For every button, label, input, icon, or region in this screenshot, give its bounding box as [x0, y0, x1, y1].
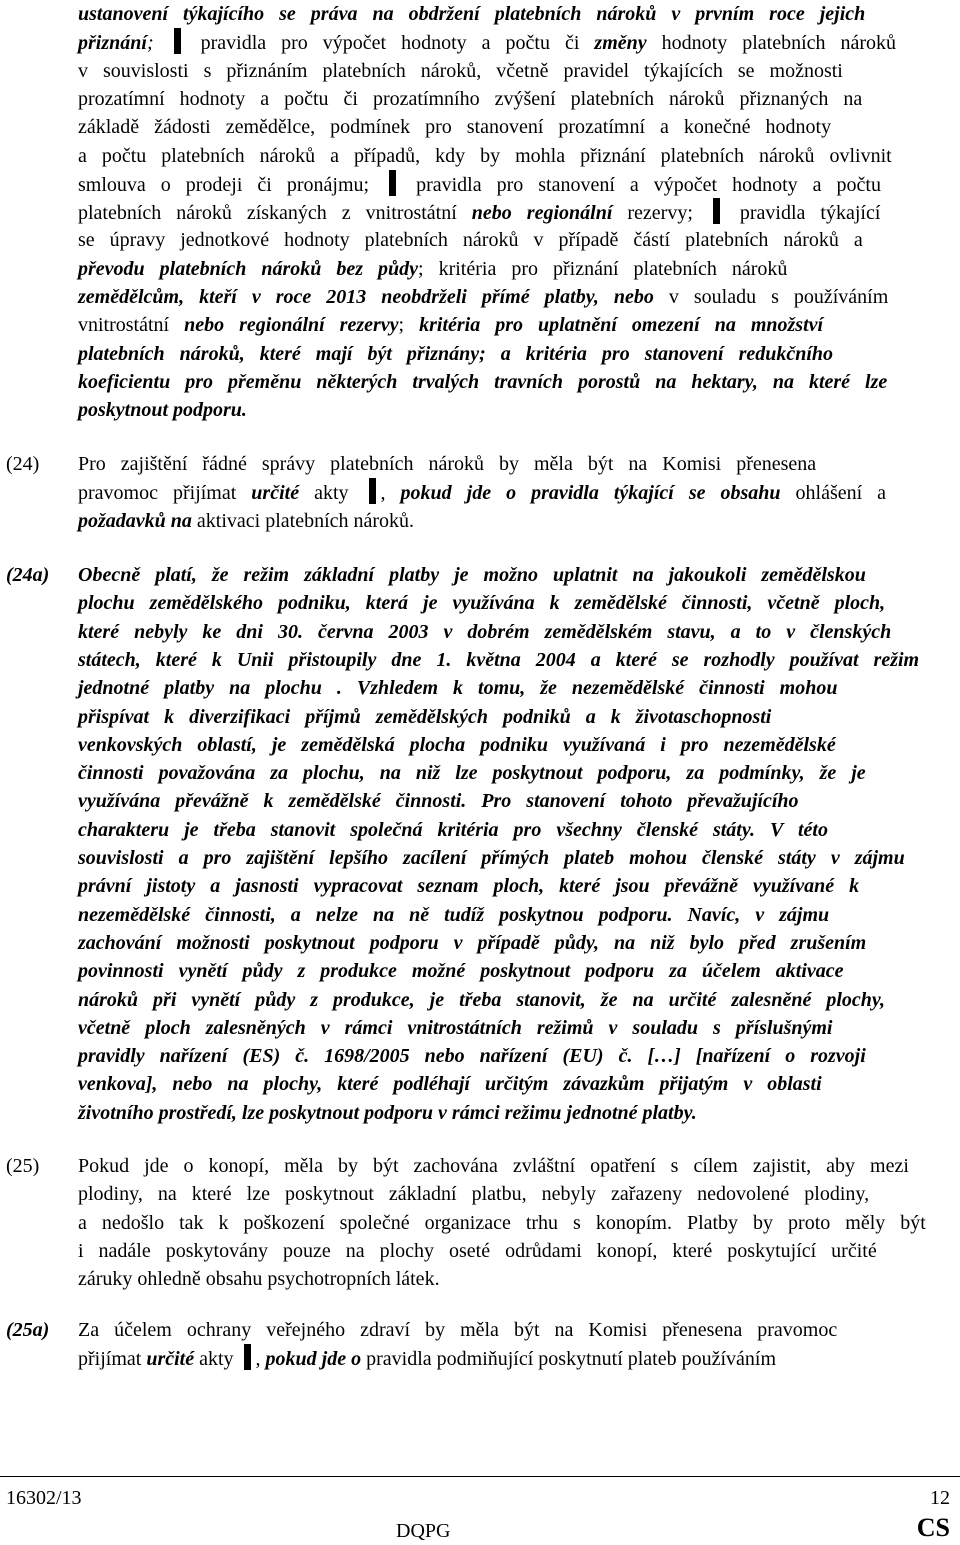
text-segment: aktivaci platebních nároků. [191, 509, 415, 532]
recital-number: (25a) [6, 1319, 50, 1341]
text-line [78, 986, 885, 1014]
text-line [78, 450, 816, 478]
text-segment: Pokud jde o konopí, měla by být zachována zvláštní opatření s cílem zajistit, aby mezi [78, 1155, 909, 1177]
text-segment: přijímat [78, 1348, 147, 1371]
text-line [78, 198, 880, 226]
text-segment: jednotné platby na plochu . Vzhledem k tomu, že nezemědělské činnosti mohou [78, 677, 838, 700]
text-segment: a nedošlo tak k poškození společné organizace trhu s konopím. Platby by proto měly být [78, 1211, 926, 1234]
text-line [78, 255, 787, 283]
text-segment: změny [594, 32, 647, 55]
text-segment: poskytnout podporu. [78, 399, 247, 422]
text-segment: ohlášení a [780, 482, 887, 505]
text-segment: pokud jde o pravidla týkající se obsahu [400, 482, 781, 505]
text-segment: požadavků na [78, 509, 192, 532]
text-segment: nebo regionální rezervy [184, 314, 399, 337]
text-segment: převodu platebních nároků bez půdy [78, 257, 419, 280]
text-line [78, 1209, 926, 1237]
text-line [78, 142, 892, 170]
change-marker-icon [389, 170, 396, 196]
text-line [78, 478, 886, 506]
text-segment: rezervy; [612, 202, 708, 225]
text-segment: záruky ohledně obsahu psychotropních látek. [78, 1268, 440, 1291]
text-segment: životního prostředí, lze poskytnout podporu v rámci režimu jednotné platby. [78, 1101, 697, 1124]
footer-department: DQPG [396, 1520, 451, 1542]
text-segment: plodiny, na které lze poskytnout základní platbu, nebyly zařazeny nedovolené plodiny, [78, 1183, 870, 1206]
text-segment: využívána převážně k zemědělské činnosti. Pro stanovení tohoto převažujícího [78, 790, 799, 813]
text-segment: státech, které k Unii přistoupily dne 1. května 2004 a které se rozhodly používat režim [78, 648, 920, 671]
text-segment: platebních nároků získaných z vnitrostátní [78, 202, 472, 225]
text-line [78, 759, 866, 787]
text-line [78, 28, 896, 56]
text-line [78, 844, 905, 872]
text-line [78, 311, 823, 339]
text-segment: v souladu s používáním [653, 286, 889, 308]
text-segment: i nadále poskytovány pouze na plochy oseté odrůdami konopí, které poskytující určité [78, 1239, 877, 1262]
footer-divider [0, 1476, 960, 1477]
text-segment: povinnosti vynětí půdy z produkce možné poskytnout podporu za účelem aktivace [78, 960, 844, 983]
text-line [78, 1152, 909, 1180]
text-segment: smlouva o prodeji či pronájmu; [78, 173, 385, 196]
text-segment: zachování možnosti poskytnout podporu v případě půdy, na niž bylo před zrušením [78, 931, 867, 954]
text-line [78, 507, 414, 535]
text-line [78, 1316, 837, 1344]
text-line [78, 113, 831, 141]
text-line [78, 1344, 776, 1372]
footer-language-code: CS [916, 1513, 950, 1542]
text-segment: venkova], nebo na plochy, které podléhají určitým závazkům přijatým v oblasti [78, 1073, 822, 1096]
text-segment: určité [146, 1348, 195, 1371]
text-segment: v souvislosti s přiznáním platebních nároků, včetně pravidel týkajících se možnosti [78, 59, 843, 82]
text-segment: pravidla podmiňující poskytnutí plateb používáním [361, 1348, 777, 1371]
text-line [78, 85, 862, 113]
text-line [78, 646, 919, 674]
text-segment: venkovských oblastí, je zemědělská plocha podniku využívaná i pro nezemědělské [78, 733, 836, 756]
text-line [78, 816, 828, 844]
change-marker-icon [369, 478, 376, 504]
text-segment: zemědělcům, kteří v roce 2013 neobdrželi přímé platby, nebo [78, 286, 654, 308]
text-segment: Pro zajištění řádné správy platebních nároků by měla být na Komisi přenesena [78, 453, 817, 475]
text-segment: prozatímní hodnoty a počtu či prozatímního zvýšení platebních nároků přiznaných na [78, 87, 863, 110]
text-line [78, 1237, 877, 1265]
text-segment: , [380, 482, 401, 505]
text-segment: pravidla pro stanovení a výpočet hodnoty a počtu [401, 173, 881, 196]
text-line [78, 618, 891, 646]
text-line [78, 731, 836, 759]
text-segment: ustanovení týkajícího se práva na obdržení platebních nároků v prvním roce jejich [78, 3, 866, 25]
text-line [78, 561, 866, 589]
text-line [78, 1180, 869, 1208]
text-segment: koeficientu pro přeměnu některých trvalých travních porostů na hektary, na které lze [78, 370, 888, 393]
text-segment: základě žádosti zemědělce, podmínek pro stanovení prozatímní a konečné hodnoty [78, 116, 832, 139]
text-line [78, 1070, 822, 1098]
text-line [78, 396, 247, 424]
text-segment: pravomoc přijímat [78, 482, 252, 505]
text-segment: činnosti považována za plochu, na niž lze poskytnout podporu, za podmínky, že je [78, 762, 866, 785]
text-segment: kritéria pro uplatnění omezení na množství [419, 314, 824, 337]
text-line [78, 1014, 833, 1042]
text-line [78, 1042, 866, 1070]
text-line [78, 1265, 440, 1293]
text-segment: pokud jde o [265, 1348, 362, 1371]
text-segment: pravidla týkající [724, 202, 881, 225]
text-line [78, 787, 799, 815]
text-line [78, 929, 866, 957]
text-segment: hodnoty platebních nároků [646, 32, 897, 55]
text-segment: včetně ploch zalesněných v rámci vnitrostátních režimů v souladu s příslušnými [78, 1016, 833, 1039]
footer-page-number: 12 [930, 1487, 950, 1509]
recital-number: (24a) [6, 564, 50, 586]
text-segment: určité [251, 482, 300, 505]
text-segment: ; kritéria pro přiznání platebních nároků [418, 257, 788, 280]
text-segment: , [255, 1348, 266, 1371]
text-line [78, 340, 833, 368]
text-line [78, 283, 888, 311]
change-marker-icon [713, 198, 720, 224]
footer-doc-number: 16302/13 [6, 1487, 82, 1509]
text-segment: ; [146, 32, 169, 55]
text-line [78, 0, 865, 28]
text-line [78, 170, 881, 198]
text-segment: nároků při vynětí půdy z produkce, je třeba stanovit, že na určité zalesněné plochy, [78, 988, 886, 1011]
text-segment: vnitrostátní [78, 314, 185, 337]
text-segment: akty [194, 1348, 239, 1371]
text-line [78, 872, 859, 900]
text-line [78, 589, 885, 617]
text-segment: které nebyly ke dni 30. června 2003 v dobrém zemědělském stavu, a to v členských [78, 620, 892, 643]
change-marker-icon [244, 1344, 251, 1370]
text-line [78, 674, 837, 702]
text-line [78, 1099, 697, 1127]
text-segment: Obecně platí, že režim základní platby je možno uplatnit na jakoukoli zemědělskou [78, 564, 866, 586]
text-segment: platebních nároků, které mají být přiznány; a kritéria pro stanovení redukčního [78, 342, 834, 365]
text-line [78, 226, 863, 254]
change-marker-icon [174, 28, 181, 54]
recital-number: (24) [6, 453, 40, 475]
recital-number: (25) [6, 1155, 40, 1177]
text-segment: přiznání [78, 32, 147, 55]
text-segment: nebo regionální [471, 202, 613, 225]
text-segment: ; [398, 314, 420, 337]
text-line [78, 368, 887, 396]
text-segment: akty [299, 482, 364, 505]
text-segment: přispívat k diverzifikaci příjmů zemědělských podniků a k životaschopnosti [78, 705, 772, 728]
text-line [78, 57, 843, 85]
text-segment: právní jistoty a jasnosti vypracovat seznam ploch, které jsou převážně využívané k [78, 875, 860, 898]
text-segment: nezemědělské činnosti, a nelze na ně tudíž poskytnou podporu. Navíc, v zájmu [78, 903, 830, 926]
text-segment: Za účelem ochrany veřejného zdraví by měla být na Komisi přenesena pravomoc [78, 1319, 838, 1341]
text-line [78, 957, 844, 985]
text-segment: se úpravy jednotkové hodnoty platebních nároků v případě částí platebních nároků a [78, 229, 863, 252]
text-line [78, 703, 771, 731]
text-segment: pravidly nařízení (ES) č. 1698/2005 nebo nařízení (EU) č. […] [nařízení o rozvoji [78, 1045, 866, 1068]
text-segment: a počtu platebních nároků a případů, kdy by mohla přiznání platebních nároků ovlivnit [78, 144, 892, 167]
text-segment: pravidla pro výpočet hodnoty a počtu či [185, 32, 595, 55]
text-segment: plochu zemědělského podniku, která je využívána k zemědělské činnosti, včetně ploch, [78, 592, 886, 615]
text-line [78, 901, 829, 929]
text-segment: souvislosti a pro zajištění lepšího zacílení přímých plateb mohou členské státy v zájmu [78, 847, 905, 869]
text-segment: charakteru je třeba stanovit společná kritéria pro všechny členské státy. V této [78, 818, 828, 841]
